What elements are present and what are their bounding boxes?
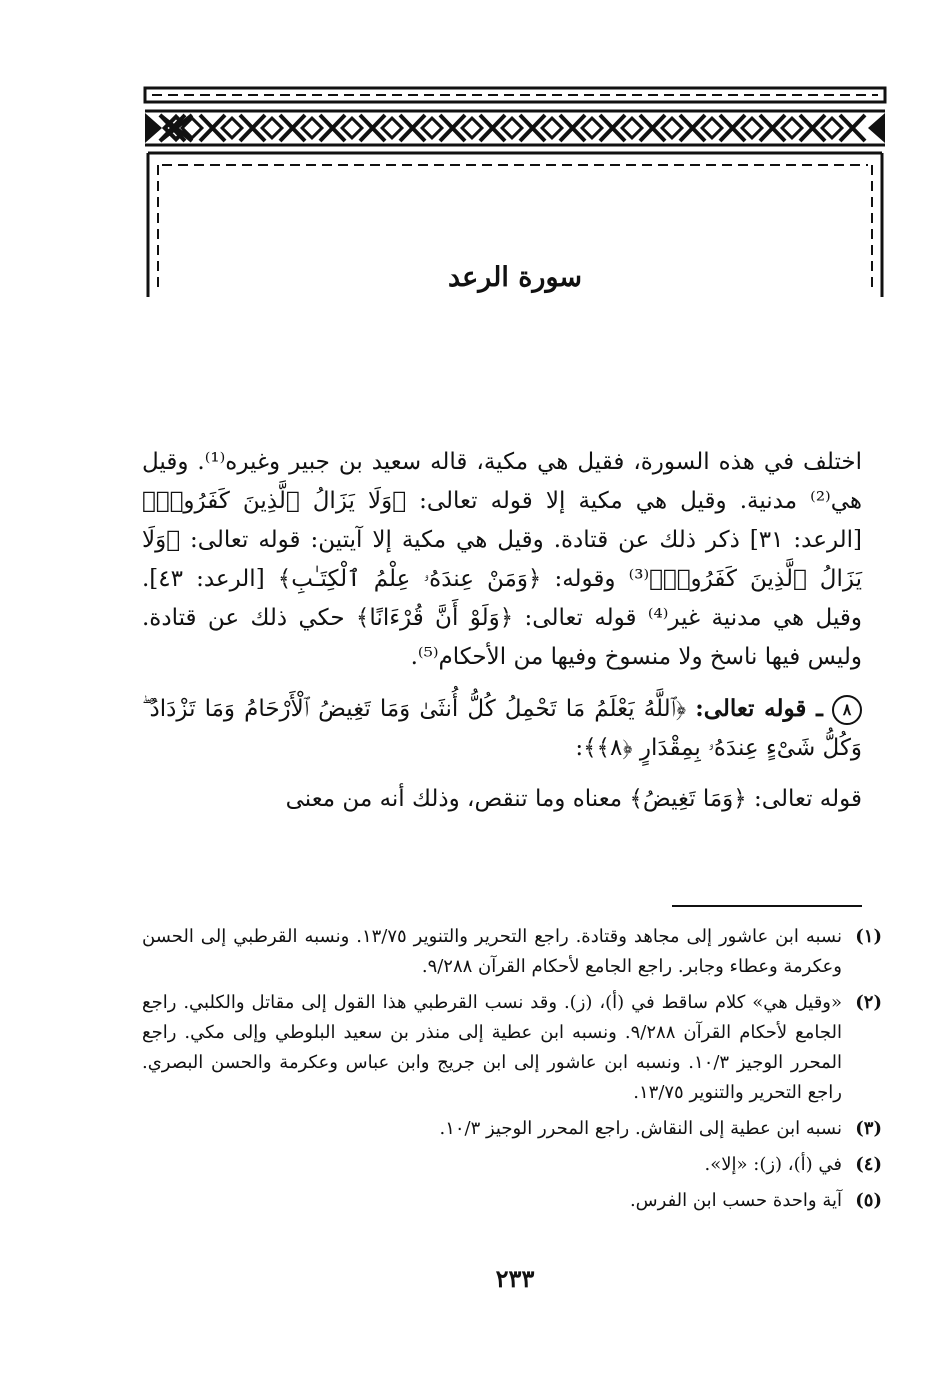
footnote-text: في (أ)، (ز): «إلا». [704, 1154, 842, 1175]
intro-paragraph: اختلف في هذه السورة، فقيل هي مكية، قاله سعيد بن جبير وغيره⁽¹⁾. وقيل هي⁽²⁾ مدنية. وقيل هي مكية إلا قوله تعالى: ﴿وَلَا يَزَالُ ٱلَّذِينَ كَفَرُوا۟﴾ [الرعد: ٣١] ذكر ذلك عن قتادة. وقيل هي مكية إلا آيتين: قوله تعالى: ﴿وَلَا يَزَالُ ٱلَّذِينَ كَفَرُوا۟﴾⁽³⁾ وقوله: ﴿وَمَنْ عِندَهُۥ عِلْمُ ٱلْكِتَـٰبِ﴾ [الرعد: ٤٣]. وقيل هي مدنية غير⁽⁴⁾ قوله تعالى: ﴿وَلَوْ أَنَّ قُرْءَانًا﴾ حكي ذلك عن قتادة. وليس فيها ناسخ ولا منسوخ وفيها من الأحكام⁽⁵⁾. [142, 449, 863, 670]
verse-number-mark: ٨ [832, 695, 862, 725]
main-text [142, 443, 862, 819]
verse-paragraph [142, 689, 862, 768]
page-number: ٢٣٣ [495, 1264, 535, 1293]
commentary-paragraph: قوله تعالى: ﴿وَمَا تَغِيضُ﴾ معناه وما تنقص، وذلك أنه من معنى [285, 786, 862, 812]
footnote-text: آية واحدة حسب ابن الفرس. [629, 1190, 842, 1211]
verse-text: ﴿ٱللَّهُ يَعْلَمُ مَا تَحْمِلُ كُلُّ أُنثَىٰ وَمَا تَغِيضُ ٱلْأَرْحَامُ وَمَا تَزْدَادُ ۖ وَكُلُّ شَىْءٍ عِندَهُۥ بِمِقْدَارٍ ﴿٨﴾﴾: [142, 696, 862, 761]
footnote-separator [672, 905, 862, 907]
footnote-item [142, 1186, 882, 1216]
footnote-number: (٢) [855, 992, 882, 1013]
footnote-number: (٣) [855, 1118, 882, 1139]
footnote-text: نسبه ابن عاشور إلى مجاهد وقتادة. راجع التحرير والتنوير ١٣/٧٥. ونسبه القرطبي إلى الحسن وعكرمة وعطاء وجابر. راجع الجامع لأحكام القرآن ٩/٢٨٨. [142, 926, 842, 977]
footnote-item [142, 1114, 882, 1144]
verse-intro: ـ قوله تعالى: [695, 695, 823, 722]
footnote-text: نسبه ابن عطية إلى النقاش. راجع المحرر الوجيز ١٠/٣. [439, 1118, 842, 1139]
footnote-number: (١) [855, 926, 882, 947]
footnote-item [142, 1150, 882, 1180]
footnote-text: «وقيل هي» كلام ساقط في (أ)، (ز). وقد نسب القرطبي هذا القول إلى مقاتل والكلبي. راجع الجامع لأحكام القرآن ٩/٢٨٨. ونسبه ابن عطية إلى منذر بن سعيد البلوطي وإلى مكي. راجع المحرر الوجيز ١٠/٣. ونسبه ابن عاشور إلى ابن جريج وابن عباس وعكرمة والحسن البصري. راجع التحرير والتنوير ١٣/٧٥. [142, 992, 842, 1103]
footnote-item [142, 988, 882, 1108]
footnote-number: (٤) [855, 1154, 882, 1175]
footnotes [142, 922, 882, 1222]
footnote-number: (٥) [855, 1190, 882, 1211]
surah-title: سورة الرعد [447, 262, 583, 293]
footnote-item [142, 922, 882, 982]
